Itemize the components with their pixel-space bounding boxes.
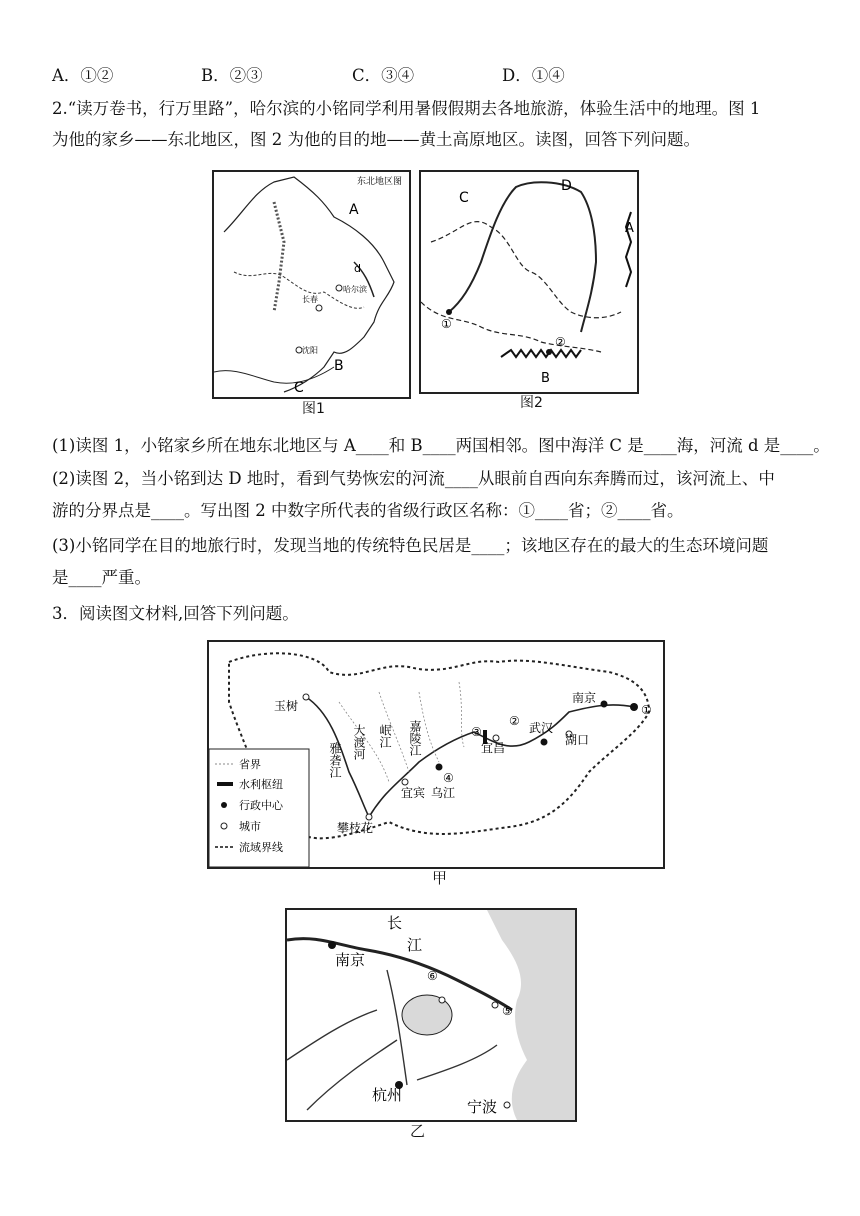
fig-yi-caption: 乙: [410, 1122, 426, 1140]
fig2-border-1: [431, 222, 621, 318]
yi-ningbo-marker: [504, 1102, 510, 1108]
jia-dadu-river: 大渡河: [352, 724, 366, 760]
fig1-label-c: C: [294, 380, 304, 396]
yi-jiang: 江: [407, 936, 423, 954]
fig2-mountain-b: [501, 350, 581, 357]
jia-yushu: 玉树: [274, 699, 299, 713]
fig2-label-d: D: [561, 178, 572, 194]
legend-capital: 行政中心: [239, 799, 283, 812]
jia-wuhan-marker: [541, 739, 548, 746]
yi-shanghai-marker: [492, 1002, 498, 1008]
q2-line1: 2.“读万卷书，行万里路”，哈尔滨的小铭同学利用暑假假期去各地旅游，体验生活中的地理。图 1: [52, 99, 761, 118]
fig1-changchun-marker: [316, 305, 322, 311]
fig2-label-b: B: [541, 371, 550, 386]
q2-sub1: (1)读图 1，小铭家乡所在地东北地区与 A____和 B____两国相邻。图中海洋 C 是____海，河流 d 是____。: [52, 436, 830, 455]
jia-panzhihua-marker: [366, 814, 372, 820]
jia-yalong-river: 雅砻江: [328, 742, 342, 778]
fig1-label-d: d: [354, 262, 361, 275]
figure-yi-map: [285, 908, 577, 1122]
option-d: D．①④: [502, 66, 565, 85]
yi-nanjing-marker: [328, 941, 336, 949]
q2-sub3-line1: (3)小铭同学在目的地旅行时，发现当地的传统特色民居是____；该地区存在的最大的生态环境问题: [52, 536, 769, 555]
jia-min-river: 岷江: [378, 724, 392, 748]
fig-jia-caption: 甲: [432, 869, 448, 887]
fig1-harbin: 哈尔滨: [343, 285, 367, 294]
q3-line1: 3．阅读图文材料,回答下列问题。: [52, 604, 299, 623]
fig1-caption: 图1: [302, 401, 325, 417]
fig2-label-c: C: [459, 190, 469, 206]
fig2-point-2: [546, 349, 552, 355]
jia-yibin: 宜宾: [401, 786, 426, 800]
fig1-shenyang: 沈阳: [302, 346, 318, 355]
yi-n5: ⑤: [502, 1004, 513, 1018]
jia-wu-river: 乌江: [431, 786, 456, 800]
fig1-title: 东北地区图: [357, 177, 403, 187]
fig2-label-2: ②: [555, 335, 566, 349]
jia-n1: ①: [641, 703, 652, 717]
jia-panzhihua: 攀枝花: [337, 821, 374, 835]
legend-border: 省界: [239, 758, 261, 771]
option-a: A．①②: [52, 66, 114, 85]
jia-nanjing-marker: [601, 701, 608, 708]
jia-nanjing: 南京: [572, 691, 597, 705]
figure-2-map: [419, 170, 639, 394]
yi-n6: ⑥: [427, 969, 438, 983]
jia-yushu-marker: [303, 694, 309, 700]
legend-city: 城市: [239, 820, 261, 833]
jia-wuhan: 武汉: [529, 721, 554, 735]
fig2-caption: 图2: [520, 395, 543, 411]
figure-1-map: [212, 170, 411, 399]
fig1-mountain: [274, 202, 284, 312]
q2-sub2-line1: (2)读图 2，当小铭到达 D 地时，看到气势恢宏的河流____从眼前自西向东奔腾而过，该河流上、中: [52, 469, 775, 488]
q2-line2: 为他的家乡——东北地区，图 2 为他的目的地——黄土高原地区。读图，回答下列问题。: [52, 130, 700, 149]
fig2-label-a: A: [625, 221, 634, 236]
jia-n2: ②: [509, 714, 520, 728]
jia-hukou: 湖口: [565, 733, 590, 747]
yi-nanjing: 南京: [335, 951, 366, 969]
fig2-point-1: [446, 309, 452, 315]
jia-legend: [209, 749, 309, 867]
yi-yangtze: [287, 939, 512, 1010]
fig1-label-b: B: [334, 358, 344, 374]
yi-sea: [487, 910, 575, 1120]
yi-chang: 长: [387, 914, 403, 932]
legend-dam: 水利枢纽: [239, 778, 283, 791]
jia-n1-marker: [630, 703, 638, 711]
legend-basin: 流域界线: [239, 841, 283, 854]
option-c: C．③④: [352, 66, 415, 85]
fig1-label-a: A: [349, 202, 359, 218]
fig2-label-1: ①: [441, 317, 452, 331]
jia-yibin-marker: [402, 779, 408, 785]
figure-jia-map: [207, 640, 665, 869]
fig1-changchun: 长春: [302, 295, 318, 304]
yi-suzhou-marker: [439, 997, 445, 1003]
jia-n3: ③: [471, 725, 482, 739]
jia-n4: ④: [443, 771, 454, 785]
q2-sub2-line2: 游的分界点是____。写出图 2 中数字所代表的省级行政区名称：①____省；②____省。: [52, 501, 684, 520]
option-b: B．②③: [201, 66, 263, 85]
jia-jialing-river: 嘉陵江: [408, 720, 422, 756]
fig2-yellow-river: [449, 182, 596, 332]
fig1-harbin-marker: [336, 285, 342, 291]
yi-ningbo: 宁波: [467, 1098, 498, 1116]
jia-yichang: 宜昌: [481, 741, 506, 755]
yi-hangzhou: 杭州: [372, 1086, 403, 1104]
fig1-coast: [214, 367, 334, 383]
jia-capital-marker: [436, 764, 443, 771]
q2-sub3-line2: 是____严重。: [52, 568, 151, 587]
